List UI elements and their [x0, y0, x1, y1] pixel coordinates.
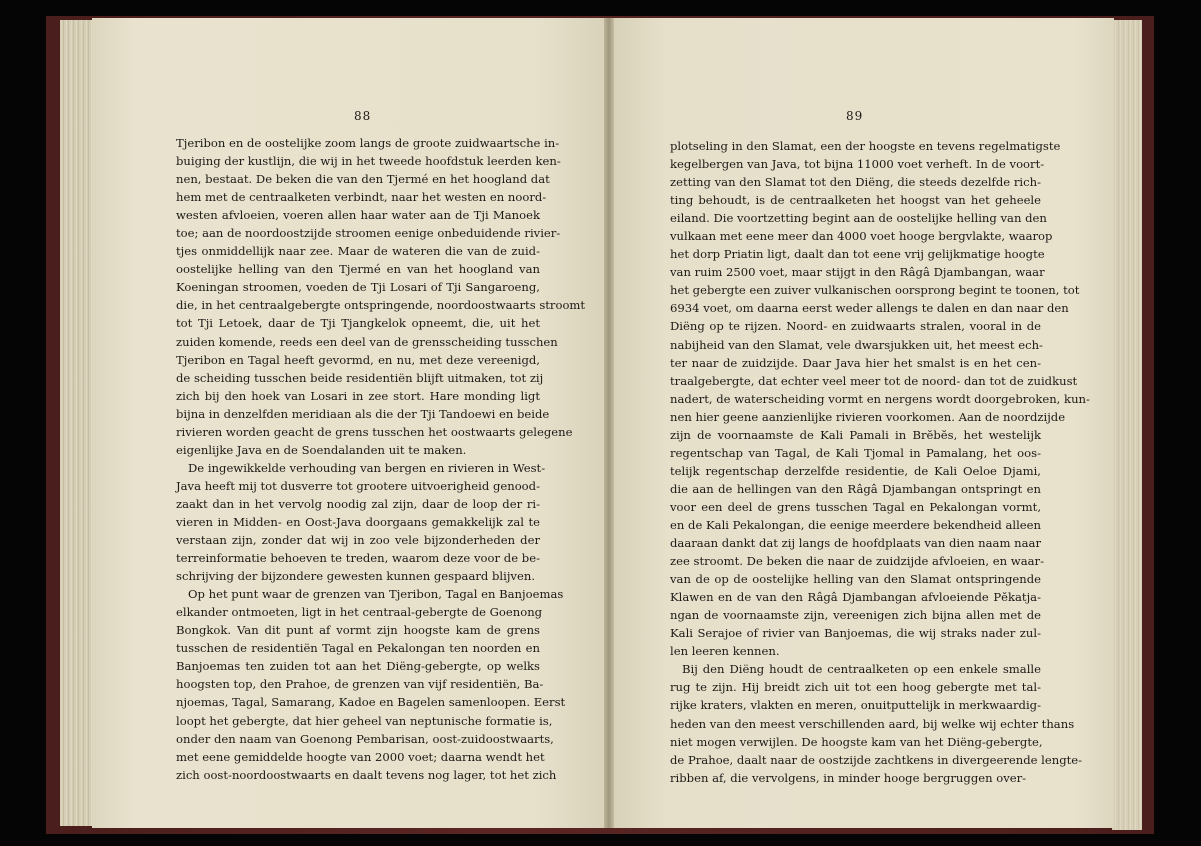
- text-line: Banjoemas ten zuiden tot aan het Diëng-gebergte, op welks: [176, 659, 540, 674]
- text-line: van ruim 2500 voet, maar stijgt in den Râgâ Djambangan, waar: [670, 265, 1045, 280]
- page-text: [670, 137, 1090, 787]
- text-line: het dorp Priatin ligt, daalt dan tot eene vrij gelijkmatige hoogte: [670, 247, 1045, 262]
- text-line: ting behoudt, is de centraalketen het hoogst van het geheele: [670, 193, 1041, 208]
- page-text: [176, 134, 586, 784]
- text-line: traalgebergte, dat echter veel meer tot de noord- dan tot de zuidkust: [670, 373, 1078, 388]
- text-line: Bongkok. Van dit punt af vormt zijn hoogste kam de grens: [176, 623, 540, 638]
- text-line: 6934 voet, om daarna eerst weder allengs te dalen en dan naar den: [670, 301, 1069, 316]
- text-line: kegelbergen van Java, tot bijna 11000 voet verheft. In de voort-: [670, 157, 1045, 172]
- text-line: Koeningan stroomen, voeden de Tji Losari of Tji Sangaroeng,: [176, 280, 540, 295]
- text-line: toe; aan de noordoostzijde stroomen eenige onbeduidende rivier-: [176, 226, 561, 241]
- page-number: 88: [354, 109, 372, 123]
- text-line: en de Kali Pekalongan, die eenige meerdere bekendheid alleen: [670, 517, 1041, 532]
- text-line: zijn de voornaamste de Kali Pamali in Brĕbĕs, het westelijk: [670, 427, 1041, 442]
- text-line: Tjeribon en de oostelijke zoom langs de groote zuidwaartsche in-: [176, 136, 560, 150]
- text-line: tusschen de residentiën Tagal en Pekalongan ten noorden en: [176, 641, 540, 656]
- text-line: van de op de oostelijke helling van den Slamat ontspringende: [670, 572, 1041, 587]
- text-line: Bij den Diëng houdt de centraalketen op een enkele smalle: [682, 662, 1041, 677]
- page-number: 89: [846, 109, 864, 123]
- text-line: njoemas, Tagal, Samarang, Kadoe en Bagelen samenloopen. Eerst: [176, 695, 566, 710]
- text-line: tjes onmiddellijk naar zee. Maar de wateren die van de zuid-: [176, 244, 540, 259]
- text-line: vulkaan met eene meer dan 4000 voet hooge bergvlakte, waarop: [670, 229, 1053, 244]
- text-line: rivieren worden geacht de grens tusschen het oostwaarts gelegene: [176, 424, 573, 439]
- text-line: telijk regentschap derzelfde residentie, de Kali Oeloe Djami,: [670, 463, 1041, 478]
- text-line: de Prahoe, daalt naar de oostzijde zachtkens in divergeerende lengte-: [670, 752, 1083, 767]
- left-page: [92, 18, 612, 828]
- book-gutter: [604, 18, 614, 828]
- text-line: niet mogen verwijlen. De hoogste kam van het Diëng-gebergte,: [670, 734, 1043, 749]
- text-line: westen afvloeien, voeren allen haar water aan de Tji Manoek: [176, 208, 540, 223]
- text-line: voor een deel de grens tusschen Tagal en Pekalongan vormt,: [670, 499, 1041, 514]
- text-line: Java heeft mij tot dusverre tot grootere uitvoerigheid genood-: [176, 478, 540, 493]
- text-line: Op het punt waar de grenzen van Tjeribon, Tagal en Banjoemas: [188, 587, 564, 602]
- text-line: zaakt dan in het vervolg noodig zal zijn, daar de loop der ri-: [176, 496, 540, 511]
- text-line: Diëng op te rijzen. Noord- en zuidwaarts stralen, vooral in de: [670, 319, 1041, 334]
- text-line: eigenlijke Java en de Soendalanden uit te maken.: [176, 442, 467, 457]
- text-line: die, in het centraalgebergte ontspringende, noordoostwaarts stroomt: [176, 298, 586, 313]
- text-line: Tjeribon en Tagal heeft gevormd, en nu, met deze vereenigd,: [176, 352, 540, 367]
- text-line: ngan de voornaamste zijn, vereenigen zich bijna allen met de: [670, 608, 1041, 623]
- text-line: eiland. Die voortzetting begint aan de oostelijke helling van den: [670, 211, 1047, 226]
- text-line: vieren in Midden- en Oost-Java doorgaans gemakkelijk zal te: [176, 514, 540, 529]
- text-line: tot Tji Letoek, daar de Tji Tjangkelok opneemt, die, uit het: [176, 316, 540, 331]
- text-line: schrijving der bijzondere gewesten kunnen gespaard blijven.: [176, 569, 535, 584]
- text-line: loopt het gebergte, dat hier geheel van neptunische formatie is,: [176, 713, 553, 728]
- text-line: het gebergte een zuiver vulkanischen oorsprong begint te toonen, tot: [670, 283, 1080, 298]
- text-line: bijna in denzelfden meridiaan als die der Tji Tandoewi en beide: [176, 406, 550, 421]
- text-line: zee stroomt. De beken die naar de zuidzijde afvloeien, en waar-: [670, 554, 1044, 569]
- text-line: verstaan zijn, zonder dat wij in zoo vele bijzonderheden der: [176, 533, 540, 548]
- text-line: hem met de centraalketen verbindt, naar het westen en noord-: [176, 190, 547, 205]
- text-line: heden van den meest verschillenden aard, bij welke wij echter thans: [670, 716, 1075, 731]
- text-line: Klawen en de van den Râgâ Djambangan afvloeiende Pĕkatja-: [670, 590, 1041, 605]
- text-line: ter naar de zuidzijde. Daar Java hier het smalst is en het cen-: [670, 355, 1041, 370]
- text-line: oostelijke helling van den Tjermé en van het hoogland van: [176, 262, 540, 277]
- text-line: nabijheid van den Slamat, vele dwarsjukken uit, het meest ech-: [670, 337, 1043, 352]
- page-edges-right: [1112, 20, 1142, 830]
- text-line: len leeren kennen.: [670, 644, 780, 659]
- text-line: rug te zijn. Hij breidt zich uit tot een hoog gebergte met tal-: [670, 680, 1041, 695]
- text-line: terreinformatie behoeven te treden, waarom deze voor de be-: [176, 551, 540, 566]
- text-line: nen hier geene aanzienlijke rivieren voorkomen. Aan de noordzijde: [670, 409, 1066, 424]
- text-line: zetting van den Slamat tot den Diëng, die steeds dezelfde rich-: [670, 175, 1041, 190]
- text-line: daaraan dankt dat zij langs de hoofdplaats van dien naam naar: [670, 536, 1041, 551]
- text-line: hoogsten top, den Prahoe, de grenzen van vijf residentiën, Ba-: [176, 677, 544, 692]
- text-line: ribben af, die vervolgens, in minder hooge bergruggen over-: [670, 770, 1027, 785]
- text-line: plotseling in den Slamat, een der hoogste en tevens regelmatigste: [670, 139, 1061, 153]
- right-page: [606, 18, 1114, 828]
- text-line: onder den naam van Goenong Pembarisan, oost-zuidoostwaarts,: [176, 731, 554, 746]
- text-line: de scheiding tusschen beide residentiën blijft uitmaken, tot zij: [176, 370, 544, 385]
- text-line: regentschap van Tagal, de Kali Tjomal in Pamalang, het oos-: [670, 445, 1041, 460]
- text-line: met eene gemiddelde hoogte van 2000 voet; daarna wendt het: [176, 749, 545, 764]
- text-line: nen, bestaat. De beken die van den Tjermé en het hoogland dat: [176, 172, 550, 187]
- text-line: buiging der kustlijn, die wij in het tweede hoofdstuk leerden ken-: [176, 154, 561, 169]
- text-line: zuiden komende, reeds een deel van de grensscheiding tusschen: [176, 334, 558, 349]
- text-line: zich bij den hoek van Losari in zee stort. Hare monding ligt: [176, 388, 540, 403]
- page-edges-left: [60, 20, 96, 826]
- text-line: Kali Serajoe of rivier van Banjoemas, die wij straks nader zul-: [670, 626, 1041, 641]
- text-line: die aan de hellingen van den Râgâ Djambangan ontspringt en: [670, 481, 1041, 496]
- text-line: nadert, de waterscheiding vormt en nergens wordt doorgebroken, kun-: [670, 391, 1090, 406]
- text-line: rijke kraters, vlakten en meren, onuitputtelijk in merkwaardig-: [670, 698, 1041, 713]
- text-line: elkander ontmoeten, ligt in het centraal-gebergte de Goenong: [176, 605, 543, 620]
- text-line: De ingewikkelde verhouding van bergen en rivieren in West-: [188, 460, 546, 475]
- text-line: zich oost-noordoostwaarts en daalt tevens nog lager, tot het zich: [176, 767, 557, 782]
